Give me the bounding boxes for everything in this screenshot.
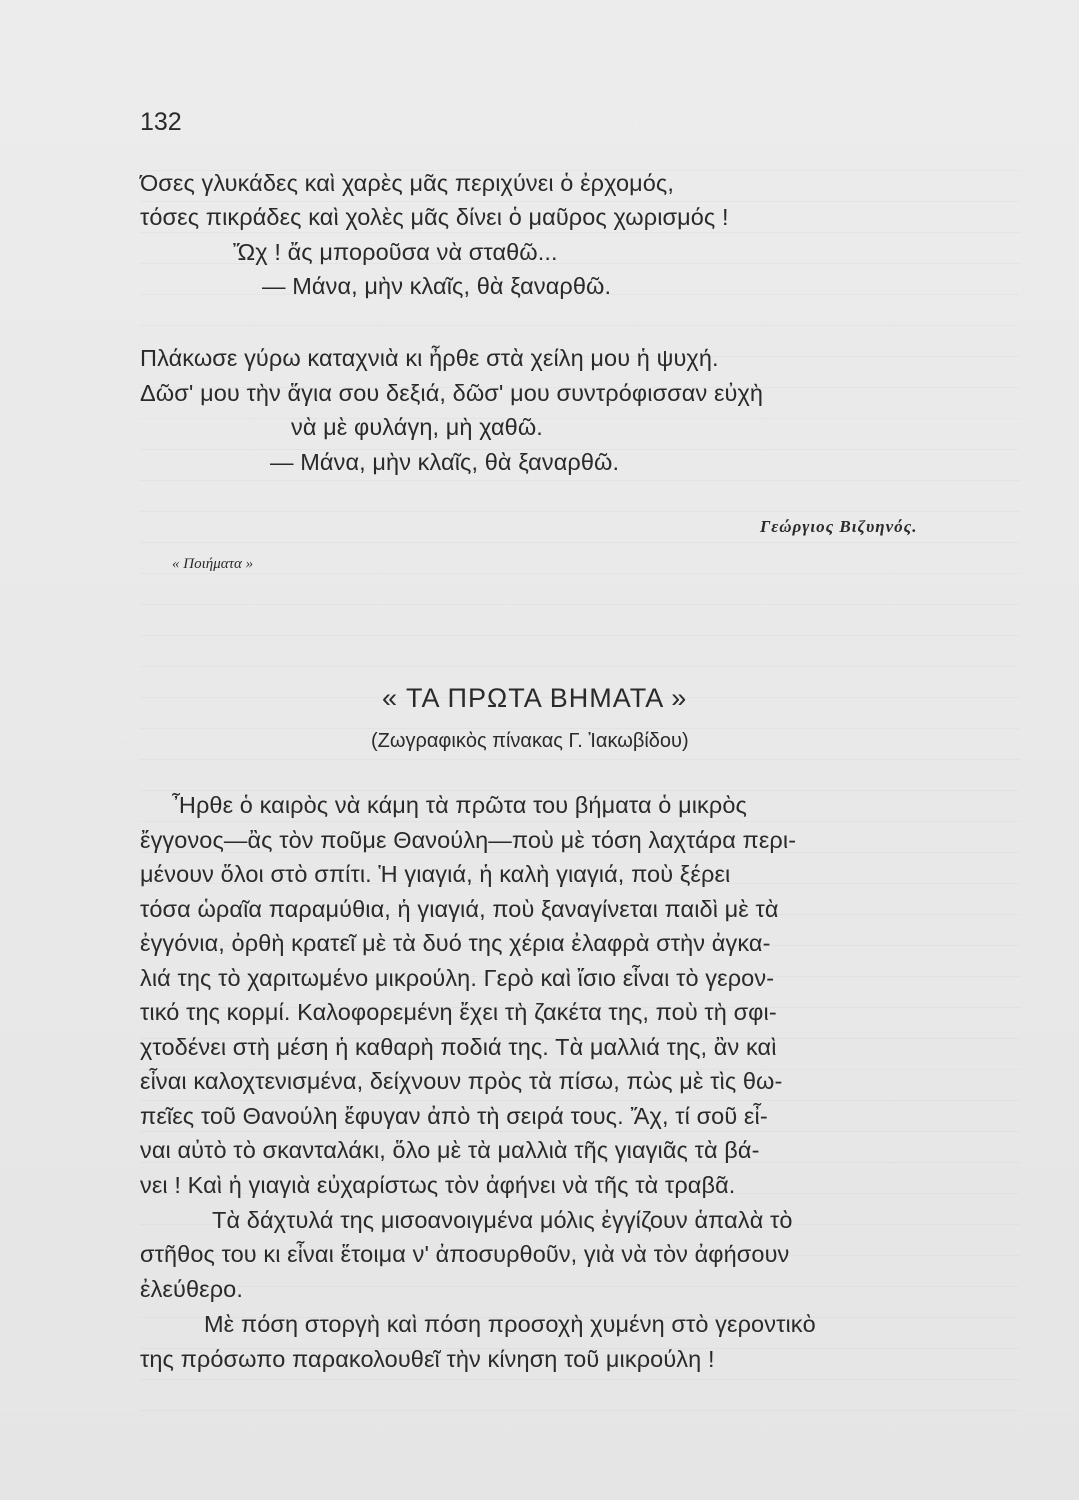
poem-line: — Μάνα, μὴν κλαῖς, θὰ ξαναρθῶ. <box>262 273 612 299</box>
section-title: « ΤΑ ΠΡΩΤΑ ΒΗΜΑΤΑ » <box>382 683 688 713</box>
prose-line: Τὰ δάχτυλά της μισοανοιγμένα μόλις ἐγγίζουν ἁπαλὰ τὸ <box>212 1207 793 1233</box>
prose-line: νει ! Καὶ ἡ γιαγιὰ εὐχαρίστως τὸν ἀφήνει νὰ τῆς τὰ τραβᾶ. <box>140 1172 736 1198</box>
poem-line: Όσες γλυκάδες καὶ χαρὲς μᾶς περιχύνει ὁ ἐρχομός, <box>140 170 674 196</box>
prose-line: χτοδένει στὴ μέση ἡ καθαρὴ ποδιά της. Τὰ μαλλιά της, ἂν καὶ <box>140 1034 777 1060</box>
prose-line: ἔγγονος—ἂς τὸν ποῦμε Θανούλη—ποὺ μὲ τόση λαχτάρα περι- <box>140 827 797 853</box>
prose-line: τικό της κορμί. Καλοφορεμένη ἔχει τὴ ζακέτα της, ποὺ τὴ σφι- <box>140 999 777 1025</box>
prose-line: εἶναι καλοχτενισμένα, δείχνουν πρὸς τὰ πίσω, πὼς μὲ τὶς θω- <box>140 1068 783 1094</box>
prose-line: λιά της τὸ χαριτωμένο μικρούλη. Γερὸ καὶ ἴσιο εἶναι τὸ γερον- <box>140 965 775 991</box>
prose-line: Ἦρθε ὁ καιρὸς νὰ κάμη τὰ πρῶτα του βήματα ὁ μικρὸς <box>172 792 747 818</box>
prose-line: μένουν ὅλοι στὸ σπίτι. Ἡ γιαγιά, ἡ καλὴ γιαγιά, ποὺ ξέρει <box>140 861 731 887</box>
poem-line: Πλάκωσε γύρω καταχνιὰ κι ἦρθε στὰ χείλη μου ἡ ψυχή. <box>140 345 719 371</box>
poem-line: Ὤχ ! ἄς μποροῦσα νὰ σταθῶ... <box>233 239 558 265</box>
prose-line: ναι αὐτὸ τὸ σκανταλάκι, ὅλο μὲ τὰ μαλλιὰ τῆς γιαγιᾶς τὰ βά- <box>140 1137 760 1163</box>
poem-source: « Ποιήματα » <box>172 556 254 572</box>
poem-line: τόσες πικράδες καὶ χολὲς μᾶς δίνει ὁ μαῦρος χωρισμός ! <box>140 204 729 230</box>
prose-line: της πρόσωπο παρακολουθεῖ τὴν κίνηση τοῦ μικρούλη ! <box>140 1346 715 1372</box>
poem-line: νὰ μὲ φυλάγη, μὴ χαθῶ. <box>291 414 543 440</box>
section-caption: (Ζωγραφικὸς πίνακας Γ. Ἰακωβίδου) <box>371 730 689 752</box>
poem-author: Γεώργιος Βιζυηνός. <box>760 517 918 536</box>
prose-line: ἐγγόνια, ὀρθὴ κρατεῖ μὲ τὰ δυό της χέρια ἐλαφρὰ στὴν ἀγκα- <box>140 930 771 956</box>
page-number: 132 <box>140 108 182 136</box>
prose-line: Μὲ πόση στοργὴ καὶ πόση προσοχὴ χυμένη στὸ γεροντικὸ <box>204 1311 816 1337</box>
poem-line: Δῶσ' μου τὴν ἅγια σου δεξιά, δῶσ' μου συντρόφισσαν εὐχὴ <box>140 380 764 406</box>
poem-line: — Μάνα, μὴν κλαῖς, θὰ ξαναρθῶ. <box>270 449 620 475</box>
prose-line: ἐλεύθερο. <box>140 1276 243 1302</box>
prose-line: τόσα ὡραῖα παραμύθια, ἡ γιαγιά, ποὺ ξαναγίνεται παιδὶ μὲ τὰ <box>140 896 779 922</box>
prose-line: πεῖες τοῦ Θανούλη ἔφυγαν ἀπὸ τὴ σειρά τους. Ἄχ, τί σοῦ εἶ- <box>140 1103 768 1129</box>
prose-line: στῆθος του κι εἶναι ἕτοιμα ν' ἀποσυρθοῦν, γιὰ νὰ τὸν ἀφήσουν <box>140 1241 790 1267</box>
